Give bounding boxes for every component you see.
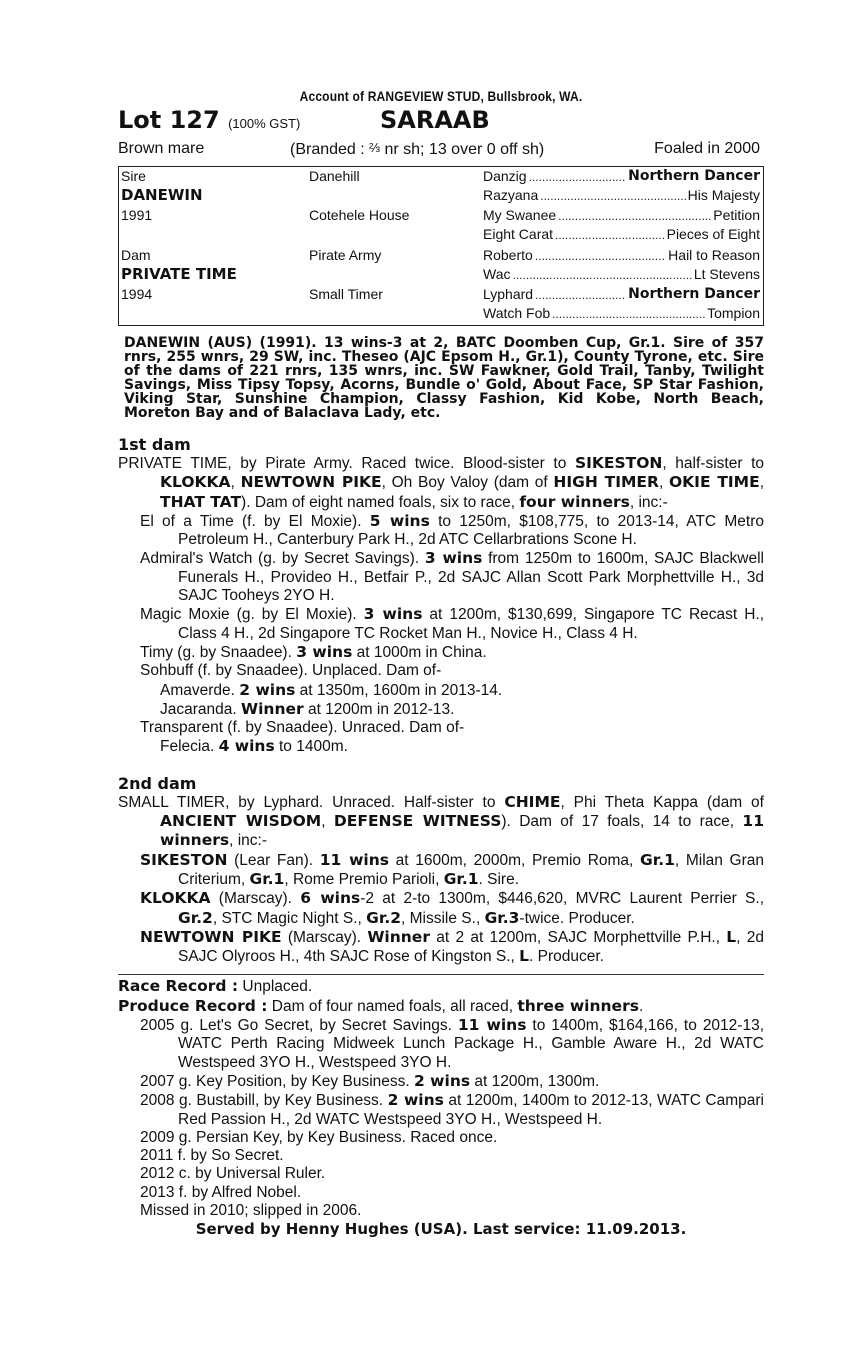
brand-suffix: nr sh; 13 over 0 off sh) bbox=[384, 141, 545, 158]
text: Timy (g. by Snaadee). bbox=[140, 643, 297, 661]
dot-leader bbox=[529, 168, 627, 184]
pedigree-gen3-name: Eight Carat bbox=[483, 226, 554, 242]
race-record-label: Race Record : bbox=[118, 977, 239, 996]
text: 2012 c. by Universal Ruler. bbox=[140, 1165, 326, 1183]
produce-record-intro bbox=[118, 997, 764, 1016]
foaled-year: Foaled in 2000 bbox=[654, 140, 760, 157]
foal-entry bbox=[140, 851, 764, 890]
dam-name: PRIVATE TIME bbox=[121, 265, 237, 283]
text: at 1350m, 1600m in 2013-14. bbox=[295, 681, 503, 699]
horse-name-bold: NEWTOWN PIKE bbox=[140, 927, 282, 946]
text: Sohbuff (f. by Snaadee). Unplaced. Dam of- bbox=[140, 662, 442, 680]
pedigree-gen4-name: Petition bbox=[713, 207, 760, 223]
text: (Lear Fan). bbox=[227, 851, 320, 869]
grand-foal-entry bbox=[160, 700, 764, 719]
produce-entry bbox=[140, 1129, 764, 1147]
text: , 2d SAJC Olyroos H., 4th SAJC Rose of Kingston S., bbox=[178, 928, 764, 966]
dot-leader bbox=[535, 286, 626, 302]
served-by-note: Served by Henny Hughes (USA). Last service: 11.09.2013. bbox=[195, 1220, 687, 1239]
text: , STC Magic Night S., bbox=[212, 909, 367, 927]
text: at 1200m, $130,699, Singapore TC Recast H., Class 4 H., 2d Singapore TC Rocket Man H., Novice H., Class 4 H. bbox=[178, 606, 765, 642]
dot-leader bbox=[535, 247, 666, 263]
grade-bold: Gr.3 bbox=[484, 908, 520, 927]
foal-entry bbox=[140, 889, 764, 928]
dot-leader bbox=[552, 305, 705, 321]
section-divider bbox=[118, 974, 764, 975]
dam-year: 1994 bbox=[121, 286, 153, 302]
pedigree-gen2-sire-sire: Danehill bbox=[309, 168, 360, 184]
wins-bold: 11 wins bbox=[457, 1016, 527, 1035]
wins-bold: 5 wins bbox=[369, 511, 430, 530]
grade-bold: Gr.1 bbox=[443, 869, 479, 888]
text: to 1400m. bbox=[274, 738, 348, 756]
text: from 1250m to 1600m, SAJC Blackwell Funerals H., Provideo H., Betfair P., 2d SAJC Allan Scott Park Morphettville H., 3d SAJC Tooheys 2YO H. bbox=[178, 550, 764, 605]
grade-bold: L bbox=[726, 927, 737, 946]
text: PRIVATE TIME, by Pirate Army. Raced twice. Blood-sister to bbox=[118, 455, 575, 472]
pedigree-gen3-row bbox=[483, 286, 760, 302]
pedigree-gen3-name: Roberto bbox=[483, 247, 533, 263]
text: Amaverde. bbox=[160, 681, 240, 699]
pedigree-gen2-sire-dam: Cotehele House bbox=[309, 207, 410, 223]
pedigree-gen4-name: His Majesty bbox=[687, 187, 760, 203]
text: 2007 g. Key Position, by Key Business. bbox=[140, 1072, 414, 1090]
sire-year: 1991 bbox=[121, 207, 153, 223]
winners-count: four winners bbox=[519, 492, 630, 511]
horse-name: SARAAB bbox=[380, 106, 490, 134]
text: 2013 f. by Alfred Nobel. bbox=[140, 1183, 302, 1201]
grade-bold: Gr.1 bbox=[249, 869, 285, 888]
dot-leader bbox=[512, 266, 691, 282]
produce-entry bbox=[140, 1165, 764, 1183]
horse-name-bold: KLOKKA bbox=[140, 889, 211, 908]
wins-bold: Winner bbox=[241, 699, 304, 718]
dam-label: Dam bbox=[121, 247, 151, 263]
text: -twice. Producer. bbox=[519, 909, 635, 927]
grand-foal-entry bbox=[160, 737, 764, 756]
produce-entry bbox=[140, 1091, 764, 1129]
text: ). Dam of 17 foals, 14 to race, bbox=[501, 813, 743, 831]
text: , Phi Theta Kappa (dam of bbox=[560, 793, 764, 811]
horse-name-bold: HIGH TIMER bbox=[553, 473, 659, 492]
horse-name-bold: SIKESTON bbox=[140, 850, 228, 869]
pedigree-gen3-name: Razyana bbox=[483, 187, 539, 203]
text: , Rome Premio Parioli, bbox=[284, 870, 444, 888]
text: Magic Moxie (g. by El Moxie). bbox=[140, 606, 364, 624]
wins-bold: 4 wins bbox=[218, 737, 275, 756]
grade-bold: Gr.2 bbox=[366, 908, 402, 927]
text: Dam of four named foals, all raced, bbox=[267, 997, 518, 1015]
text: , bbox=[321, 813, 334, 831]
text: 2005 g. Let's Go Secret, by Secret Savings. bbox=[140, 1017, 458, 1035]
text: , half-sister to bbox=[662, 455, 765, 472]
grand-foal-entry bbox=[160, 681, 764, 700]
brand-prefix: (Branded : bbox=[290, 141, 365, 158]
horse-name-bold: SIKESTON bbox=[574, 454, 663, 472]
pedigree-gen3-row bbox=[483, 266, 760, 282]
text: El of a Time (f. by El Moxie). bbox=[140, 512, 370, 530]
text: to 1250m, $108,775, to 2013-14, ATC Metro Petroleum H., Canterbury Park H., 2d ATC Cellarbrations Scone H. bbox=[178, 512, 764, 549]
text: at 1000m in China. bbox=[352, 643, 487, 661]
horse-name-bold: OKIE TIME bbox=[668, 473, 760, 492]
wins-bold: 2 wins bbox=[414, 1071, 471, 1090]
foal-entry bbox=[140, 643, 764, 662]
pedigree-gen4-name: Hail to Reason bbox=[668, 247, 760, 263]
pedigree-gen4-name: Northern Dancer bbox=[628, 168, 760, 184]
grade-bold: L bbox=[519, 947, 530, 966]
sire-label: Sire bbox=[121, 168, 146, 184]
text: . Sire. bbox=[478, 870, 520, 888]
horse-name-bold: NEWTOWN PIKE bbox=[240, 473, 382, 492]
horse-name-bold: DEFENSE WITNESS bbox=[333, 812, 502, 831]
foal-entry bbox=[140, 512, 764, 550]
text: , inc:- bbox=[229, 832, 267, 850]
text: -2 at 2-to 1300m, $446,620, MVRC Laurent Perrier S., bbox=[360, 890, 765, 908]
pedigree-gen2-dam-sire: Pirate Army bbox=[309, 247, 382, 263]
produce-record-label: Produce Record : bbox=[118, 996, 268, 1015]
text: , Missile S., bbox=[401, 909, 485, 927]
wins-bold: 3 wins bbox=[363, 605, 423, 624]
produce-entry bbox=[140, 1016, 764, 1072]
text: , Milan Gran Criterium, bbox=[178, 851, 765, 888]
pedigree-gen3-row bbox=[483, 226, 760, 242]
dot-leader bbox=[540, 187, 685, 203]
text: ). Dam of eight named foals, six to race, bbox=[241, 493, 520, 511]
pedigree-gen3-name: Wac bbox=[483, 266, 511, 282]
dot-leader bbox=[555, 226, 665, 242]
grade-bold: Gr.2 bbox=[178, 908, 213, 927]
text: (Marscay). bbox=[281, 928, 368, 946]
foal-entry bbox=[140, 662, 764, 680]
second-dam-intro bbox=[118, 793, 764, 851]
text: at 1200m in 2012-13. bbox=[303, 700, 455, 718]
foal-entry bbox=[140, 928, 764, 967]
text: , bbox=[230, 474, 241, 492]
text: , inc:- bbox=[629, 493, 668, 511]
text: Felecia. bbox=[160, 738, 219, 756]
first-dam-heading: 1st dam bbox=[118, 435, 191, 454]
pedigree-gen4-name: Tompion bbox=[707, 305, 760, 321]
horse-name-bold: ANCIENT WISDOM bbox=[160, 812, 322, 831]
text: Admiral's Watch (g. by Secret Savings). bbox=[140, 550, 425, 568]
horse-name-bold: KLOKKA bbox=[160, 473, 231, 492]
foal-entry bbox=[140, 605, 764, 643]
gst-note: (100% GST) bbox=[228, 116, 301, 131]
pedigree-gen4-name: Pieces of Eight bbox=[666, 226, 760, 242]
text: Jacaranda. bbox=[160, 700, 241, 718]
horse-name-bold: CHIME bbox=[504, 792, 561, 811]
pedigree-gen3-row bbox=[483, 207, 760, 223]
pedigree-gen3-row bbox=[483, 187, 760, 203]
pedigree-gen3-name: My Swanee bbox=[483, 207, 557, 223]
winners-count: three winners bbox=[517, 996, 639, 1015]
pedigree-gen3-row bbox=[483, 168, 760, 184]
sire-name: DANEWIN bbox=[121, 186, 203, 204]
dot-leader bbox=[558, 207, 711, 223]
text: . Producer. bbox=[529, 948, 604, 966]
text: at 1200m, 1400m to 2012-13, WATC Campari Red Passion H., 2d WATC Westspeed 3YO H., Westspeed H. bbox=[178, 1092, 764, 1128]
brand-mark-icon: ⅔ bbox=[369, 140, 381, 155]
text: , bbox=[759, 474, 764, 492]
second-dam-heading: 2nd dam bbox=[118, 773, 197, 793]
text: Missed in 2010; slipped in 2006. bbox=[140, 1201, 362, 1219]
grade-bold: Gr.1 bbox=[640, 850, 675, 869]
text: SMALL TIMER, by Lyphard. Unraced. Half-sister to bbox=[118, 793, 505, 811]
text: 2009 g. Persian Key, by Key Business. Raced once. bbox=[140, 1128, 498, 1146]
horse-sex: Brown mare bbox=[118, 140, 205, 157]
winners-count: 11 winners bbox=[160, 812, 764, 850]
brand-description bbox=[290, 140, 544, 159]
lot-label: Lot 127 bbox=[118, 106, 220, 134]
pedigree-gen2-dam-dam: Small Timer bbox=[309, 286, 383, 302]
horse-name-bold: THAT TAT bbox=[160, 492, 242, 511]
pedigree-gen3-name: Watch Fob bbox=[483, 305, 551, 321]
first-dam-intro bbox=[118, 454, 764, 512]
text: , bbox=[658, 474, 669, 492]
catalogue-page bbox=[118, 88, 764, 1238]
pedigree-table bbox=[118, 166, 764, 326]
foal-entry bbox=[140, 719, 764, 737]
text: (Marscay). bbox=[210, 890, 301, 908]
text: to 1400m, $164,166, to 2012-13, WATC Perth Racing Midweek Lunch Package H., Gamble Aware H., 2d WATC Westspeed 3YO H., Westspeed 3YO H. bbox=[178, 1017, 765, 1071]
text: at 1600m, 2000m, Premio Roma, bbox=[388, 851, 641, 869]
text: 2011 f. by So Secret. bbox=[140, 1147, 284, 1165]
wins-bold: 2 wins bbox=[387, 1091, 444, 1110]
foal-entry bbox=[140, 549, 764, 605]
text: at 2 at 1200m, SAJC Morphettville P.H., bbox=[429, 928, 727, 946]
race-record-value: Unplaced. bbox=[238, 978, 313, 996]
wins-bold: 11 wins bbox=[319, 850, 389, 869]
lot-number bbox=[118, 106, 300, 134]
pedigree-gen3-name: Danzig bbox=[483, 168, 527, 184]
description-row bbox=[118, 136, 764, 164]
race-record bbox=[118, 977, 764, 996]
vendor-account: Account of RANGEVIEW STUD, Bullsbrook, WA. bbox=[299, 88, 583, 104]
pedigree-gen3-name: Lyphard bbox=[483, 286, 534, 302]
text: , Oh Boy Valoy (dam of bbox=[381, 474, 554, 492]
pedigree-gen4-name: Lt Stevens bbox=[693, 266, 760, 282]
pedigree-gen3-row bbox=[483, 247, 760, 263]
wins-bold: 6 wins bbox=[300, 889, 361, 908]
wins-bold: Winner bbox=[367, 927, 430, 946]
pedigree-gen4-name: Northern Dancer bbox=[628, 286, 760, 302]
wins-bold: 3 wins bbox=[296, 642, 353, 661]
text: . bbox=[638, 997, 644, 1015]
text: 2008 g. Bustabill, by Key Business. bbox=[140, 1092, 388, 1110]
wins-bold: 3 wins bbox=[424, 549, 483, 568]
text: at 1200m, 1300m. bbox=[470, 1072, 600, 1090]
produce-entry bbox=[140, 1147, 764, 1165]
pedigree-gen3-row bbox=[483, 305, 760, 321]
text: Transparent (f. by Snaadee). Unraced. Dam of- bbox=[140, 719, 465, 737]
produce-entry bbox=[140, 1072, 764, 1091]
produce-entry bbox=[140, 1184, 764, 1202]
sire-summary: DANEWIN (AUS) (1991). 13 wins-3 at 2, BATC Doomben Cup, Gr.1. Sire of 357 rnrs, 255 wnrs, 29 SW, inc. Theseo (AJC Epsom H., Gr.1), County Tyrone, etc. Sire of the dams of 221 rnrs, 135 wnrs, inc. SW Fawkner, Gold Trail, Tanby, Twilight Savings, Miss Tipsy Topsy, Acorns, Bundle o' Gold, About Face, SP Star Fashion, Viking Star, Sunshine Champion, Classy Fashion, Kid Kobe, North Beach, Moreton Bay and of Balaclava Lady, etc. bbox=[124, 335, 764, 421]
produce-entry bbox=[140, 1202, 764, 1220]
wins-bold: 2 wins bbox=[239, 680, 296, 699]
lot-row bbox=[118, 106, 764, 136]
